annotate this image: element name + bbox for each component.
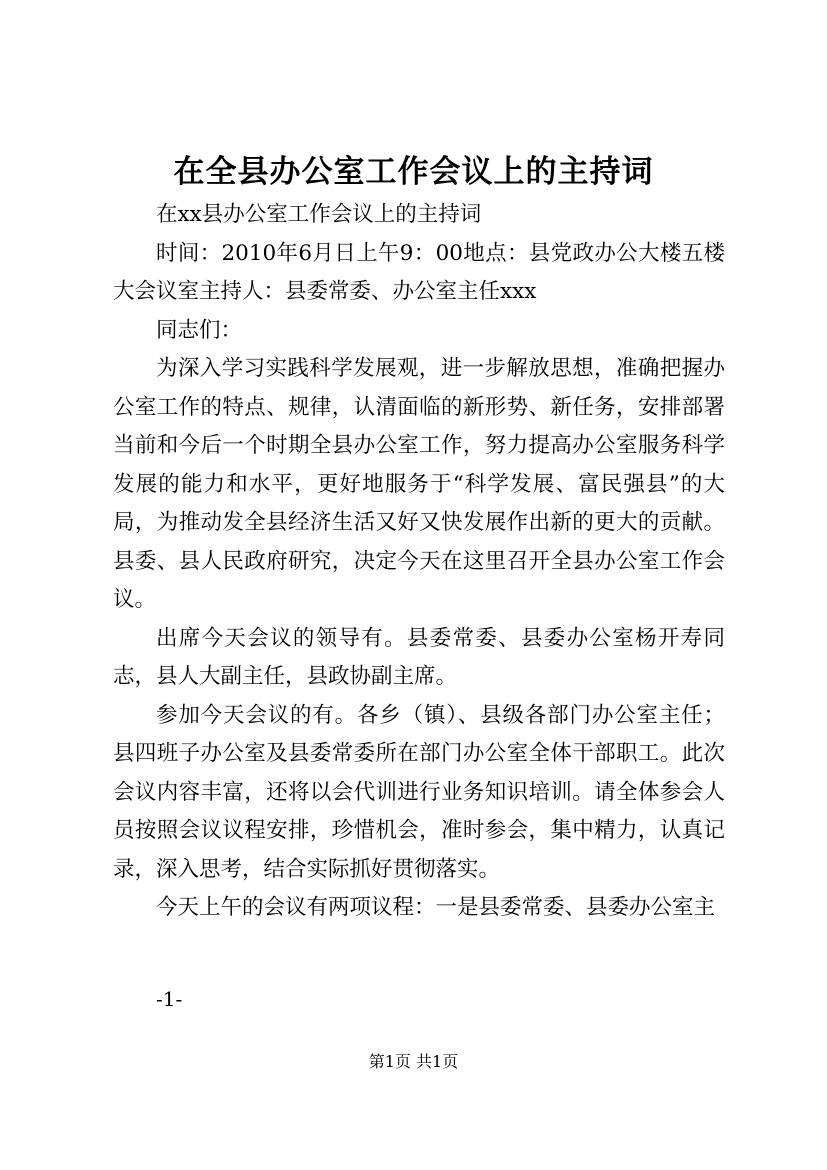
subtitle-paragraph: 在xx县办公室工作会议上的主持词 [156, 202, 482, 227]
salutation-paragraph: 同志们： [156, 317, 243, 343]
page-footer: 第1页 共1页 [368, 1052, 459, 1071]
meeting-info-paragraph: 时间：2010年6月日上午9：00地点：县党政办公大楼五楼大会议室主持人：县委常委、办公室主任xxx [113, 240, 725, 304]
attending-leaders-paragraph: 出席今天会议的领导有。县委常委、县委办公室杨开寿同志，县人大副主任，县政协副主席。 [113, 625, 725, 689]
document-title: 在全县办公室工作会议上的主持词 [173, 154, 654, 190]
document-body [113, 196, 725, 928]
purpose-paragraph: 为深入学习实践科学发展观，进一步解放思想，准确把握办公室工作的特点、规律，认清面临的新形势、新任务，安排部署当前和今后一个时期全县办公室工作，努力提高办公室服务科学发展的能力和水平，更好地服务于“科学发展、富民强县”的大局，为推动发全县经济生活又好又快发展作出新的更大的贡献。县委、县人民政府研究，决定今天在这里召开全县办公室工作会议。 [113, 356, 725, 612]
page-marker: -1- [156, 987, 183, 1011]
agenda-paragraph: 今天上午的会议有两项议程：一是县委常委、县委办公室主 [156, 895, 716, 920]
participants-paragraph: 参加今天会议的有。各乡（镇）、县级各部门办公室主任；县四班子办公室及县委常委所在部门办公室全体干部职工。此次会议内容丰富，还将以会代训进行业务知识培训。请全体参会人员按照会议议程安排，珍惜机会，准时参会，集中精力，认真记录，深入思考，结合实际抓好贯彻落实。 [113, 702, 725, 882]
